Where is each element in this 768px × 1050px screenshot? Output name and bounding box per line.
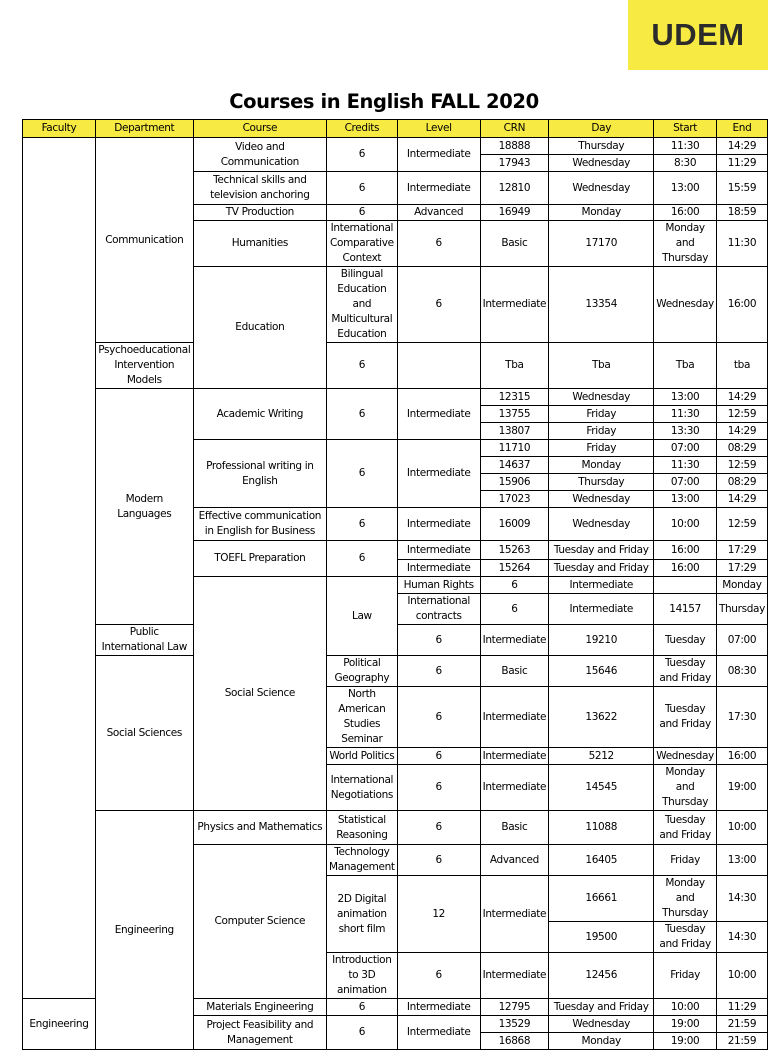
crn-cell: 12315 [480, 389, 549, 406]
end-cell: 11:30 [716, 221, 767, 267]
end-cell: 08:29 [716, 474, 767, 491]
crn-cell: 16949 [480, 205, 549, 221]
department-cell: Psychoeducational Intervention Models [95, 343, 193, 389]
end-cell: 16:00 [716, 267, 767, 343]
day-cell: 13622 [549, 687, 654, 748]
day-cell: 12456 [549, 953, 654, 999]
start-cell [654, 577, 717, 594]
day-cell: 14545 [549, 765, 654, 811]
department-cell: Social Sciences [95, 656, 193, 811]
credits-cell: Bilingual Education and Multicultural Education [327, 267, 398, 343]
crn-cell: 13807 [480, 423, 549, 440]
day-cell: 16661 [549, 876, 654, 922]
start-cell: 13:00 [654, 389, 717, 406]
crn-cell: Intermediate [480, 876, 549, 953]
end-cell: 11:29 [716, 999, 767, 1016]
credits-cell: Introduction to 3D animation [327, 953, 398, 999]
header-course: Course [193, 120, 326, 138]
end-cell: 21:59 [716, 1033, 767, 1050]
table-row [23, 656, 768, 687]
level-cell: 6 [397, 748, 480, 765]
crn-cell: 6 [480, 594, 549, 625]
day-cell: 16405 [549, 845, 654, 876]
day-cell: 15646 [549, 656, 654, 687]
course-cell: Project Feasibility and Management [193, 1016, 326, 1050]
course-cell: Materials Engineering [193, 999, 326, 1016]
crn-cell: 13755 [480, 406, 549, 423]
end-cell: 08:29 [716, 440, 767, 457]
crn-cell: 17023 [480, 491, 549, 508]
credits-cell: Law [327, 577, 398, 656]
department-cell: Modern Languages [95, 389, 193, 625]
crn-cell: 6 [480, 577, 549, 594]
start-cell: 16:00 [654, 560, 717, 577]
end-cell: 12:59 [716, 457, 767, 474]
end-cell: 10:00 [716, 811, 767, 845]
department-cell: Communication [95, 138, 193, 343]
start-cell: 13:30 [654, 423, 717, 440]
start-cell: Tuesday and Friday [654, 656, 717, 687]
course-cell: Technical skills and television anchoring [193, 172, 326, 205]
credits-cell: 2D Digital animation short film [327, 876, 398, 953]
credits-cell: 6 [327, 138, 398, 172]
day-cell: 17170 [549, 221, 654, 267]
header-row [23, 120, 768, 138]
level-cell: 6 [397, 625, 480, 656]
level-cell: Intermediate [397, 999, 480, 1016]
end-cell: 14:29 [716, 491, 767, 508]
end-cell: tba [716, 343, 767, 389]
credits-cell: Statistical Reasoning [327, 811, 398, 845]
credits-cell: 6 [327, 1016, 398, 1050]
day-cell: Thursday [549, 138, 654, 155]
course-cell: Professional writing in English [193, 440, 326, 508]
credits-cell: Political Geography [327, 656, 398, 687]
end-cell: 17:30 [716, 687, 767, 748]
level-cell: 6 [397, 811, 480, 845]
level-cell: Intermediate [397, 541, 480, 560]
header-faculty: Faculty [23, 120, 96, 138]
start-cell: 19:00 [654, 1016, 717, 1033]
day-cell: Wednesday [549, 491, 654, 508]
start-cell: 16:00 [654, 205, 717, 221]
day-cell: 5212 [549, 748, 654, 765]
department-cell: Engineering [95, 811, 193, 1050]
end-cell: 14:29 [716, 138, 767, 155]
crn-cell: Intermediate [480, 765, 549, 811]
level-cell: Intermediate [397, 1016, 480, 1050]
end-cell: Thursday [716, 594, 767, 625]
day-cell: Friday [549, 406, 654, 423]
start-cell: Wednesday [654, 267, 717, 343]
end-cell: 12:59 [716, 406, 767, 423]
table-row [23, 138, 768, 155]
credits-cell: 6 [327, 343, 398, 389]
end-cell: 08:30 [716, 656, 767, 687]
crn-cell: 17943 [480, 155, 549, 172]
start-cell: Tuesday and Friday [654, 687, 717, 748]
start-cell: Tuesday [654, 625, 717, 656]
crn-cell: Basic [480, 221, 549, 267]
credits-cell: 6 [327, 205, 398, 221]
day-cell: Intermediate [549, 594, 654, 625]
level-cell: Advanced [397, 205, 480, 221]
course-cell: TOEFL Preparation [193, 541, 326, 577]
level-cell: 6 [397, 765, 480, 811]
start-cell: Monday and Thursday [654, 221, 717, 267]
level-cell: 6 [397, 845, 480, 876]
day-cell: Tuesday and Friday [549, 999, 654, 1016]
end-cell: 17:29 [716, 541, 767, 560]
start-cell: Friday [654, 953, 717, 999]
crn-cell: 15906 [480, 474, 549, 491]
end-cell: 16:00 [716, 748, 767, 765]
crn-cell: 11710 [480, 440, 549, 457]
end-cell: 07:00 [716, 625, 767, 656]
day-cell: Wednesday [549, 389, 654, 406]
day-cell: Tba [549, 343, 654, 389]
day-cell: Wednesday [549, 1016, 654, 1033]
day-cell: 19210 [549, 625, 654, 656]
crn-cell: 15263 [480, 541, 549, 560]
day-cell: Friday [549, 423, 654, 440]
end-cell: 14:29 [716, 389, 767, 406]
start-cell: Tuesday and Friday [654, 811, 717, 845]
credits-cell: World Politics [327, 748, 398, 765]
course-cell: Education [193, 267, 326, 389]
day-cell: Friday [549, 440, 654, 457]
end-cell: 10:00 [716, 953, 767, 999]
day-cell: Thursday [549, 474, 654, 491]
level-cell: Intermediate [397, 172, 480, 205]
udem-logo: UDEM [628, 0, 768, 70]
start-cell: 19:00 [654, 1033, 717, 1050]
credits-cell: 6 [327, 440, 398, 508]
table-row [23, 811, 768, 845]
day-cell: Tuesday and Friday [549, 560, 654, 577]
level-cell: 6 [397, 687, 480, 748]
start-cell: 8:30 [654, 155, 717, 172]
crn-cell: Intermediate [480, 953, 549, 999]
day-cell: Tuesday and Friday [549, 541, 654, 560]
credits-cell: 6 [327, 999, 398, 1016]
course-cell: Humanities [193, 221, 326, 267]
level-cell: 6 [397, 267, 480, 343]
day-cell: Intermediate [549, 577, 654, 594]
crn-cell: Intermediate [480, 687, 549, 748]
course-schedule-table [22, 119, 768, 1050]
day-cell: Monday [549, 457, 654, 474]
course-cell: Physics and Mathematics [193, 811, 326, 845]
day-cell: Wednesday [549, 508, 654, 541]
page-title: Courses in English FALL 2020 [229, 90, 539, 113]
end-cell: 14:30 [716, 876, 767, 922]
credits-cell: International Negotiations [327, 765, 398, 811]
crn-cell: Intermediate [480, 267, 549, 343]
credits-cell: 6 [327, 508, 398, 541]
start-cell: 10:00 [654, 508, 717, 541]
end-cell: 11:29 [716, 155, 767, 172]
start-cell: 11:30 [654, 138, 717, 155]
level-cell: 6 [397, 656, 480, 687]
end-cell: 12:59 [716, 508, 767, 541]
faculty-cell: Engineering [23, 999, 96, 1050]
level-cell: International contracts [397, 594, 480, 625]
start-cell: 07:00 [654, 440, 717, 457]
end-cell: 17:29 [716, 560, 767, 577]
start-cell: 16:00 [654, 541, 717, 560]
crn-cell: 16009 [480, 508, 549, 541]
course-cell: Video and Communication [193, 138, 326, 172]
crn-cell: Basic [480, 656, 549, 687]
crn-cell: Tba [480, 343, 549, 389]
day-cell: 19500 [549, 922, 654, 953]
end-cell: 13:00 [716, 845, 767, 876]
start-cell: 14157 [654, 594, 717, 625]
day-cell: Monday [549, 1033, 654, 1050]
level-cell: Intermediate [397, 389, 480, 440]
end-cell: 19:00 [716, 765, 767, 811]
level-cell: 6 [397, 953, 480, 999]
level-cell: 12 [397, 876, 480, 953]
crn-cell: 14637 [480, 457, 549, 474]
day-cell: Wednesday [549, 172, 654, 205]
header-day: Day [549, 120, 654, 138]
header-end: End [716, 120, 767, 138]
end-cell: Monday [716, 577, 767, 594]
day-cell: 11088 [549, 811, 654, 845]
course-cell: Social Science [193, 577, 326, 811]
start-cell: 13:00 [654, 491, 717, 508]
header-level: Level [397, 120, 480, 138]
end-cell: 14:29 [716, 423, 767, 440]
crn-cell: Basic [480, 811, 549, 845]
crn-cell: 12795 [480, 999, 549, 1016]
level-cell: Intermediate [397, 508, 480, 541]
header-start: Start [654, 120, 717, 138]
credits-cell: 6 [327, 172, 398, 205]
level-cell [397, 343, 480, 389]
day-cell: 13354 [549, 267, 654, 343]
day-cell: Wednesday [549, 155, 654, 172]
start-cell: 11:30 [654, 457, 717, 474]
credits-cell: 6 [327, 541, 398, 577]
credits-cell: Technology Management [327, 845, 398, 876]
table-row [23, 389, 768, 406]
course-cell: Computer Science [193, 845, 326, 999]
credits-cell: 6 [327, 389, 398, 440]
crn-cell: 15264 [480, 560, 549, 577]
day-cell: Monday [549, 205, 654, 221]
level-cell: 6 [397, 221, 480, 267]
table-row [23, 343, 768, 389]
start-cell: Wednesday [654, 748, 717, 765]
department-cell: Public International Law [95, 625, 193, 656]
header-credits: Credits [327, 120, 398, 138]
credits-cell: North American Studies Seminar [327, 687, 398, 748]
crn-cell: 13529 [480, 1016, 549, 1033]
faculty-cell [23, 138, 96, 999]
level-cell: Intermediate [397, 440, 480, 508]
header-department: Department [95, 120, 193, 138]
end-cell: 21:59 [716, 1016, 767, 1033]
start-cell: 13:00 [654, 172, 717, 205]
end-cell: 14:30 [716, 922, 767, 953]
start-cell: Tba [654, 343, 717, 389]
course-cell: Academic Writing [193, 389, 326, 440]
level-cell: Human Rights [397, 577, 480, 594]
start-cell: Friday [654, 845, 717, 876]
start-cell: Tuesday and Friday [654, 922, 717, 953]
start-cell: 07:00 [654, 474, 717, 491]
level-cell: Intermediate [397, 560, 480, 577]
crn-cell: Advanced [480, 845, 549, 876]
crn-cell: Intermediate [480, 748, 549, 765]
credits-cell: International Comparative Context [327, 221, 398, 267]
crn-cell: 16868 [480, 1033, 549, 1050]
course-cell: Effective communication in English for Business [193, 508, 326, 541]
start-cell: 11:30 [654, 406, 717, 423]
end-cell: 18:59 [716, 205, 767, 221]
crn-cell: 12810 [480, 172, 549, 205]
crn-cell: 18888 [480, 138, 549, 155]
start-cell: Monday and Thursday [654, 876, 717, 922]
level-cell: Intermediate [397, 138, 480, 172]
crn-cell: Intermediate [480, 625, 549, 656]
start-cell: 10:00 [654, 999, 717, 1016]
start-cell: Monday and Thursday [654, 765, 717, 811]
course-cell: TV Production [193, 205, 326, 221]
end-cell: 15:59 [716, 172, 767, 205]
header-crn: CRN [480, 120, 549, 138]
